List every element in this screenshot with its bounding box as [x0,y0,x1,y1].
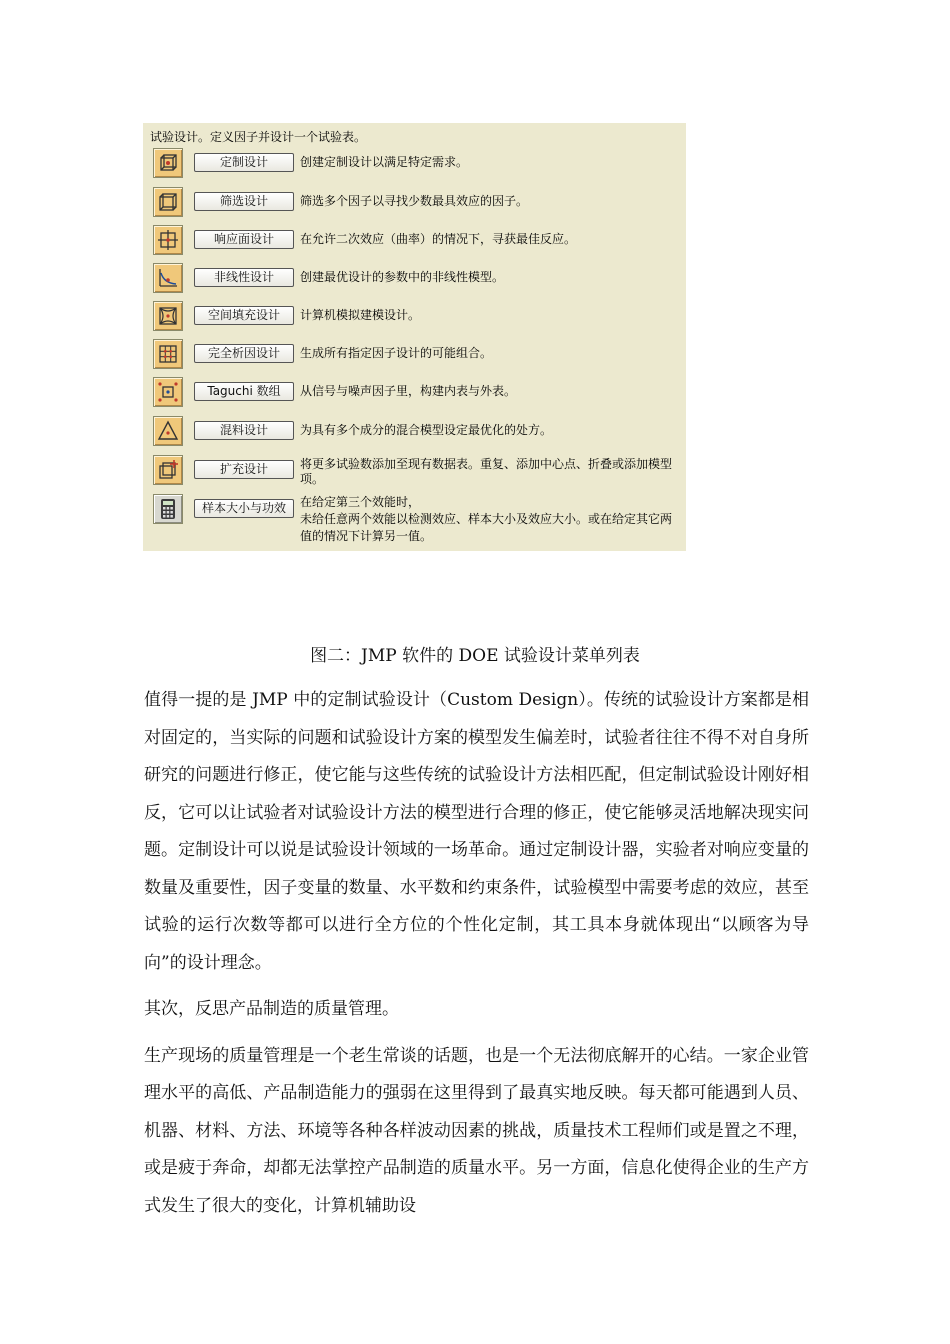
augment-design-description: 将更多试验数添加至现有数据表。重复、添加中心点、折叠或添加模型项。 [300,457,673,486]
space-filling-description: 计算机模拟建模设计。 [300,308,421,322]
menu-row-screening-design [143,186,686,220]
full-factorial-description: 生成所有指定因子设计的可能组合。 [300,346,493,360]
response-surface-description: 在允许二次效应（曲率）的情况下，寻获最佳反应。 [300,232,577,246]
full-factorial-icon[interactable] [153,339,183,369]
screening-design-button[interactable]: 筛选设计 [194,192,294,211]
custom-design-icon[interactable] [153,148,183,178]
mixture-design-button[interactable]: 混料设计 [194,421,294,440]
article-body [144,682,809,1225]
taguchi-array-button[interactable]: Taguchi 数组 [194,382,294,401]
full-factorial-button[interactable]: 完全析因设计 [194,344,294,363]
screening-design-description: 筛选多个因子以寻找少数最具效应的因子。 [300,194,529,208]
custom-design-description: 创建定制设计以满足特定需求。 [300,155,469,169]
menu-row-mixture [143,415,686,449]
response-surface-button[interactable]: 响应面设计 [194,230,294,249]
nonlinear-design-description: 创建最优设计的参数中的非线性模型。 [300,270,505,284]
panel-heading: 试验设计。定义因子并设计一个试验表。 [150,130,367,144]
menu-row-nonlinear-design [143,262,686,296]
menu-row-response-surface [143,224,686,258]
menu-row-augment [143,454,686,488]
figure-caption: 图二：JMP 软件的 DOE 试验设计菜单列表 [310,646,640,666]
menu-row-space-filling [143,300,686,334]
response-surface-icon[interactable] [153,225,183,255]
paragraph-quality-heading: 其次，反思产品制造的质量管理。 [144,999,399,1019]
screening-design-icon[interactable] [153,187,183,217]
taguchi-array-icon[interactable] [153,377,183,407]
nonlinear-design-button[interactable]: 非线性设计 [194,268,294,287]
doe-menu-panel [143,123,686,551]
menu-row-custom-design [143,147,686,181]
mixture-design-description: 为具有多个成分的混合模型设定最优化的处方。 [300,423,553,437]
nonlinear-design-icon[interactable] [153,263,183,293]
menu-row-full-factorial [143,338,686,372]
mixture-design-icon[interactable] [153,416,183,446]
augment-design-icon[interactable] [153,455,183,485]
menu-row-sample-size [143,493,686,549]
sample-size-power-button[interactable]: 样本大小与功效 [194,499,294,518]
space-filling-button[interactable]: 空间填充设计 [194,306,294,325]
custom-design-button[interactable]: 定制设计 [194,153,294,172]
calculator-icon[interactable] [153,494,183,524]
paragraph-custom-design: 值得一提的是 JMP 中的定制试验设计（Custom Design）。传统的试验设计方案都是相对固定的，当实际的问题和试验设计方案的模型发生偏差时，试验者往往不得不对自身所研究的问题进行修正，使它能与这些传统的试验设计方法相匹配，但定制试验设计刚好相反，它可以让试验者对试验设计方法的模型进行合理的修正，使它能够灵活地解决现实问题。定制设计可以说是试验设计领域的一场革命。通过定制设计器，实验者对响应变量的数量及重要性，因子变量的数量、水平数和约束条件，试验模型中需要考虑的效应，甚至试验的运行次数等都可以进行全方位的个性化定制，其工具本身就体现出“以顾客为导向”的设计理念。 [144,690,809,973]
taguchi-array-description: 从信号与噪声因子里，构建内表与外表。 [300,384,517,398]
paragraph-quality-management: 生产现场的质量管理是一个老生常谈的话题，也是一个无法彻底解开的心结。一家企业管理水平的高低、产品制造能力的强弱在这里得到了最真实地反映。每天都可能遇到人员、机器、材料、方法、环境等各种各样波动因素的挑战，质量技术工程师们或是置之不理，或是疲于奔命，却都无法掌控产品制造的质量水平。另一方面，信息化使得企业的生产方式发生了很大的变化，计算机辅助设 [144,1045,809,1216]
menu-row-taguchi [143,376,686,410]
augment-design-button[interactable]: 扩充设计 [194,460,294,479]
sample-size-power-description: 在给定第三个效能时， 未给任意两个效能以检测效应、样本大小及效应大小。或在给定其它两值的情况下计算另一值。 [300,495,673,543]
space-filling-icon[interactable] [153,301,183,331]
